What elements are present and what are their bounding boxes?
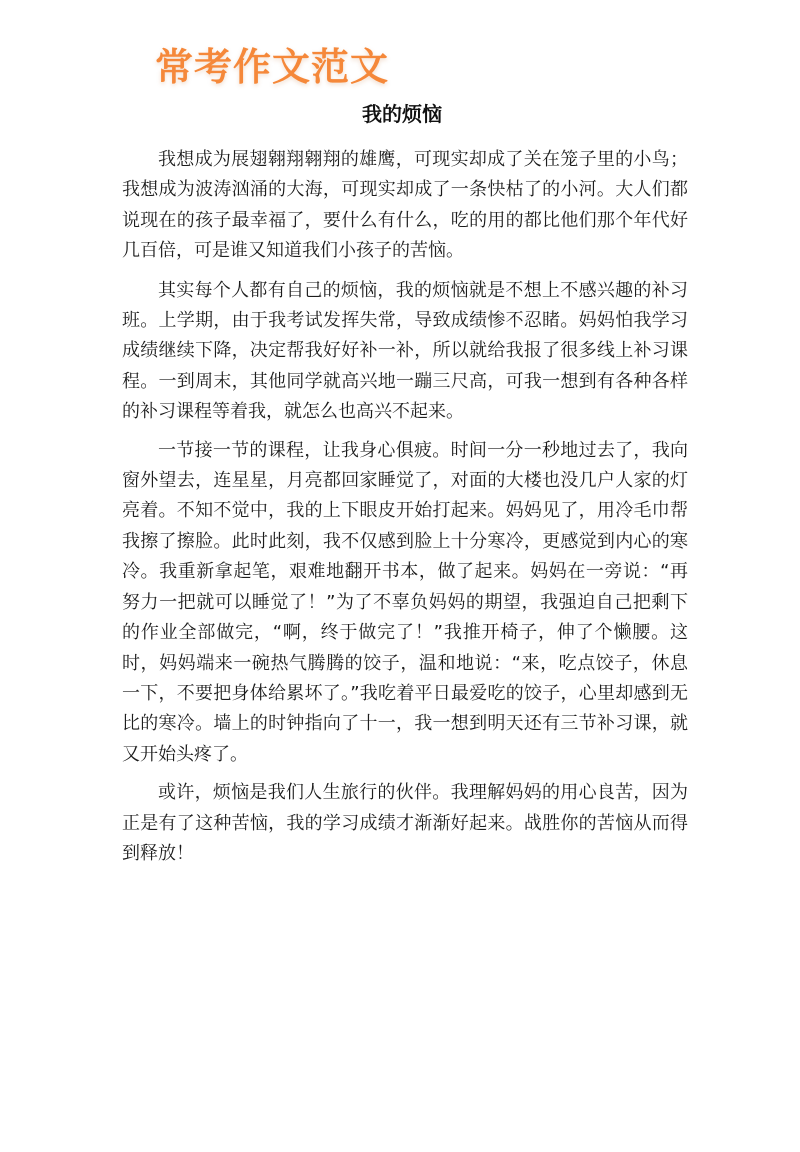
essay-paragraph-1: 我想成为展翅翱翔翱翔的雄鹰，可现实却成了关在笼子里的小鸟；我想成为波涛汹涌的大海，可现实却成了一条快枯了的小河。大人们都说现在的孩子最幸福了，要什么有什么，吃的用的都比他们那个年代好几百倍，可是谁又知道我们小孩子的苦恼。 xyxy=(122,149,688,262)
essay-paragraph-4: 或许，烦恼是我们人生旅行的伙伴。我理解妈妈的用心良苦，因为正是有了这种苦恼，我的学习成绩才渐渐好起来。战胜你的苦恼从而得到释放！ xyxy=(122,782,688,864)
header-banner: 常考作文范文 xyxy=(155,45,390,89)
essay-title: 我的烦恼 xyxy=(362,102,442,126)
essay-paragraph-3: 一节接一节的课程，让我身心俱疲。时间一分一秒地过去了，我向窗外望去，连星星，月亮都回家睡觉了，对面的大楼也没几户人家的灯亮着。不知不觉中，我的上下眼皮开始打起来。妈妈见了，用冷毛巾帮我擦了擦脸。此时此刻，我不仅感到脸上十分寒冷，更感觉到内心的寒冷。我重新拿起笔，艰难地翻开书本，做了起来。妈妈在一旁说：“再努力一把就可以睡觉了！”为了不辜负妈妈的期望，我强迫自己把剩下的作业全部做完，“啊，终于做完了！”我推开椅子，伸了个懒腰。这时，妈妈端来一碗热气腾腾的饺子，温和地说：“来，吃点饺子，休息一下，不要把身体给累坏了。”我吃着平日最爱吃的饺子，心里却感到无比的寒冷。墙上的时钟指向了十一，我一想到明天还有三节补习课，就又开始头疼了。 xyxy=(122,439,688,765)
essay-body xyxy=(122,145,688,877)
essay-paragraph-2: 其实每个人都有自己的烦恼，我的烦恼就是不想上不感兴趣的补习班。上学期，由于我考试发挥失常，导致成绩惨不忍睹。妈妈怕我学习成绩继续下降，决定帮我好好补一补，所以就给我报了很多线上补习课程。一到周末，其他同学就高兴地一蹦三尺高，可我一想到有各种各样的补习课程等着我，就怎么也高兴不起来。 xyxy=(122,279,688,423)
